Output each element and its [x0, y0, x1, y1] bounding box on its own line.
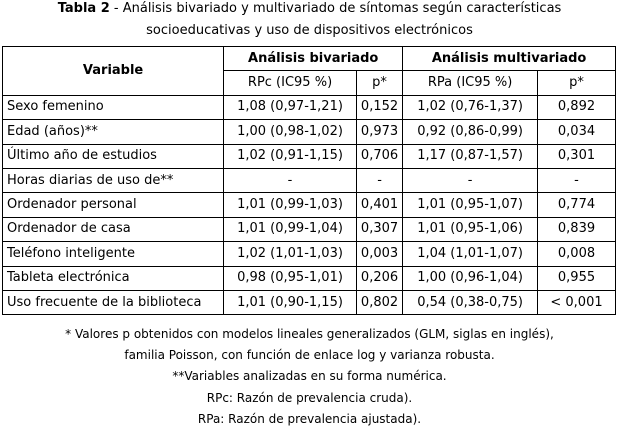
table-title-line1: - Análisis bivariado y multivariado de síntomas según características: [109, 1, 562, 16]
cell-p2: 0,301: [538, 144, 616, 168]
cell-variable: Sexo femenino: [3, 95, 224, 119]
cell-rpc: 1,01 (0,99-1,03): [224, 193, 357, 217]
cell-variable: Tableta electrónica: [3, 266, 224, 290]
footnote: * Valores p obtenidos con modelos lineales generalizados (GLM, siglas en inglés),: [65, 327, 554, 341]
cell-p1: -: [356, 168, 402, 192]
table-label: Tabla 2: [57, 1, 110, 16]
cell-p2: 0,008: [538, 242, 616, 266]
cell-p1: 0,206: [356, 266, 402, 290]
cell-variable: Teléfono inteligente: [3, 242, 224, 266]
table-row: [3, 95, 616, 119]
cell-rpa: 1,04 (1,01-1,07): [403, 242, 538, 266]
cell-p2: 0,955: [538, 266, 616, 290]
table-row: [3, 266, 616, 290]
cell-p1: 0,973: [356, 120, 402, 144]
cell-rpa: 0,92 (0,86-0,99): [403, 120, 538, 144]
cell-p1: 0,401: [356, 193, 402, 217]
cell-variable: Uso frecuente de la biblioteca: [3, 290, 224, 314]
header-rpa: RPa (IC95 %): [403, 71, 538, 95]
cell-rpa: 1,17 (0,87-1,57): [403, 144, 538, 168]
cell-rpa: 1,01 (0,95-1,07): [403, 193, 538, 217]
table-row: [3, 242, 616, 266]
cell-rpc: -: [224, 168, 357, 192]
header-p2: p*: [538, 71, 616, 95]
cell-rpc: 0,98 (0,95-1,01): [224, 266, 357, 290]
cell-p2: 0,034: [538, 120, 616, 144]
cell-p1: 0,152: [356, 95, 402, 119]
cell-rpc: 1,01 (0,90-1,15): [224, 290, 357, 314]
table-row: [3, 193, 616, 217]
table-row: [3, 290, 616, 314]
results-table: [2, 46, 616, 315]
footnote: **Variables analizadas en su forma numérica.: [172, 369, 447, 384]
footnote: RPa: Razón de prevalencia ajustada).: [197, 411, 422, 426]
cell-p1: 0,307: [356, 217, 402, 241]
cell-rpc: 1,01 (0,99-1,04): [224, 217, 357, 241]
footnote: familia Poisson, con función de enlace log y varianza robusta.: [124, 348, 495, 363]
cell-variable: Horas diarias de uso de**: [3, 168, 224, 192]
cell-variable: Ordenador personal: [3, 193, 224, 217]
table-caption: [0, 0, 619, 18]
cell-variable: Último año de estudios: [3, 144, 224, 168]
cell-p2: 0,839: [538, 217, 616, 241]
header-row-groups: [3, 47, 616, 71]
table-row: [3, 168, 616, 192]
footnote: RPc: Razón de prevalencia cruda).: [206, 390, 413, 405]
cell-rpc: 1,02 (1,01-1,03): [224, 242, 357, 266]
table-title-line2: socioeducativas y uso de dispositivos electrónicos: [146, 23, 473, 38]
header-rpc: RPc (IC95 %): [224, 71, 357, 95]
header-bivariate: Análisis bivariado: [224, 47, 403, 71]
cell-p2: 0,774: [538, 193, 616, 217]
cell-p1: 0,802: [356, 290, 402, 314]
cell-rpc: 1,02 (0,91-1,15): [224, 144, 357, 168]
cell-rpc: 1,08 (0,97-1,21): [224, 95, 357, 119]
table-row: [3, 144, 616, 168]
table-row: [3, 120, 616, 144]
cell-rpa: -: [403, 168, 538, 192]
cell-p2: -: [538, 168, 616, 192]
cell-rpa: 1,01 (0,95-1,06): [403, 217, 538, 241]
cell-rpa: 1,00 (0,96-1,04): [403, 266, 538, 290]
cell-p1: 0,003: [356, 242, 402, 266]
cell-p1: 0,706: [356, 144, 402, 168]
cell-p2: 0,892: [538, 95, 616, 119]
table-row: [3, 217, 616, 241]
cell-p2: < 0,001: [538, 290, 616, 314]
cell-rpa: 0,54 (0,38-0,75): [403, 290, 538, 314]
table-footnotes: [0, 324, 619, 430]
header-p1: p*: [356, 71, 402, 95]
cell-variable: Ordenador de casa: [3, 217, 224, 241]
cell-rpa: 1,02 (0,76-1,37): [403, 95, 538, 119]
cell-rpc: 1,00 (0,98-1,02): [224, 120, 357, 144]
cell-variable: Edad (años)**: [3, 120, 224, 144]
header-multivariate: Análisis multivariado: [403, 47, 616, 71]
header-variable: Variable: [3, 47, 224, 96]
